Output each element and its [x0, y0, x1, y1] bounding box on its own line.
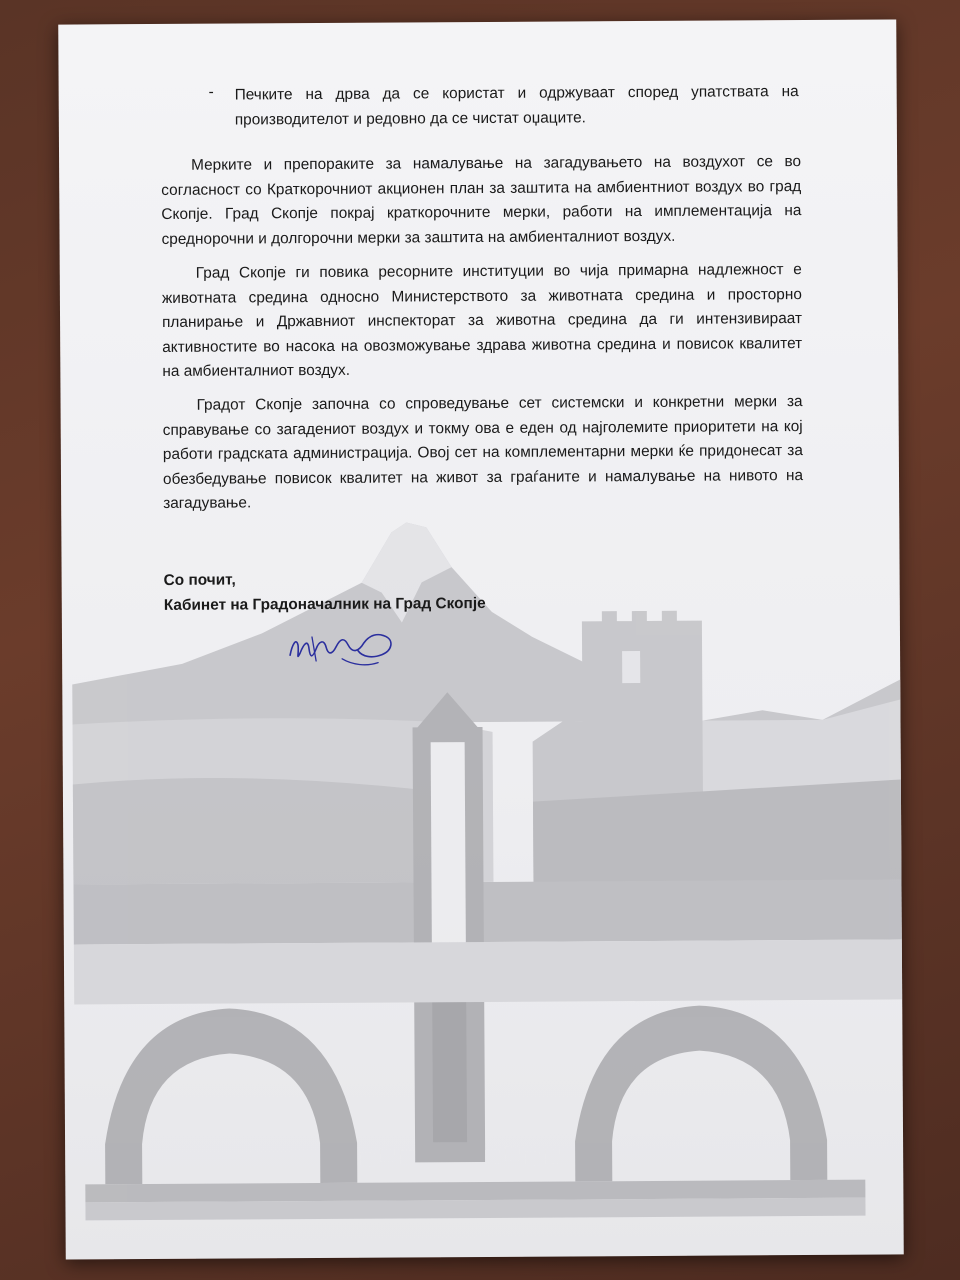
closing-block	[164, 567, 486, 618]
handwritten-signature	[282, 614, 412, 685]
letter-content	[58, 19, 904, 1259]
paragraph-city-measures: Градот Скопје започна со спроведување сет системски и конкретни мерки за справување со загадениот воздух и токму ова е еден од најголемите приоритети на кој работи градската администрација. Овој сет на комплементарни мерки ќе придонесат за обезбедување повисок квалитет на живот за граѓаните и намалување на нивото на загадување.	[162, 393, 804, 512]
paragraph-institutions: Град Скопје ги повика ресорните институции во чија примарна надлежност е животната средина односно Министерството за животната средина и просторно планирање и Државниот инспекторат за животна средина да ги интензивираат активностите во насока на овозможување здрава животна средина и повисок квалитет на амбиенталниот воздух.	[161, 261, 803, 380]
letter-page	[58, 19, 904, 1259]
closing-sender: Кабинет на Градоначалник на Град Скопје	[163, 594, 486, 614]
bullet-item-chimneys: Печките на дрва да се користат и одржуваат според упатствата на производителот и редовно да се чистат оџаците.	[234, 83, 799, 128]
bullet-marker: -	[208, 83, 214, 101]
closing-salutation: Со почит,	[163, 571, 236, 589]
paragraph-action-plan: Мерките и препораките за намалување на загадувањето на воздухот се во согласност со Краткорочниот акционен план за заштита на амбиентниот воздух во град Скопје. Град Скопје покрај краткорочните мерки, работи на имплементација на среднорочни и долгорочни мерки за заштита на амбиенталниот воздух.	[161, 153, 802, 248]
